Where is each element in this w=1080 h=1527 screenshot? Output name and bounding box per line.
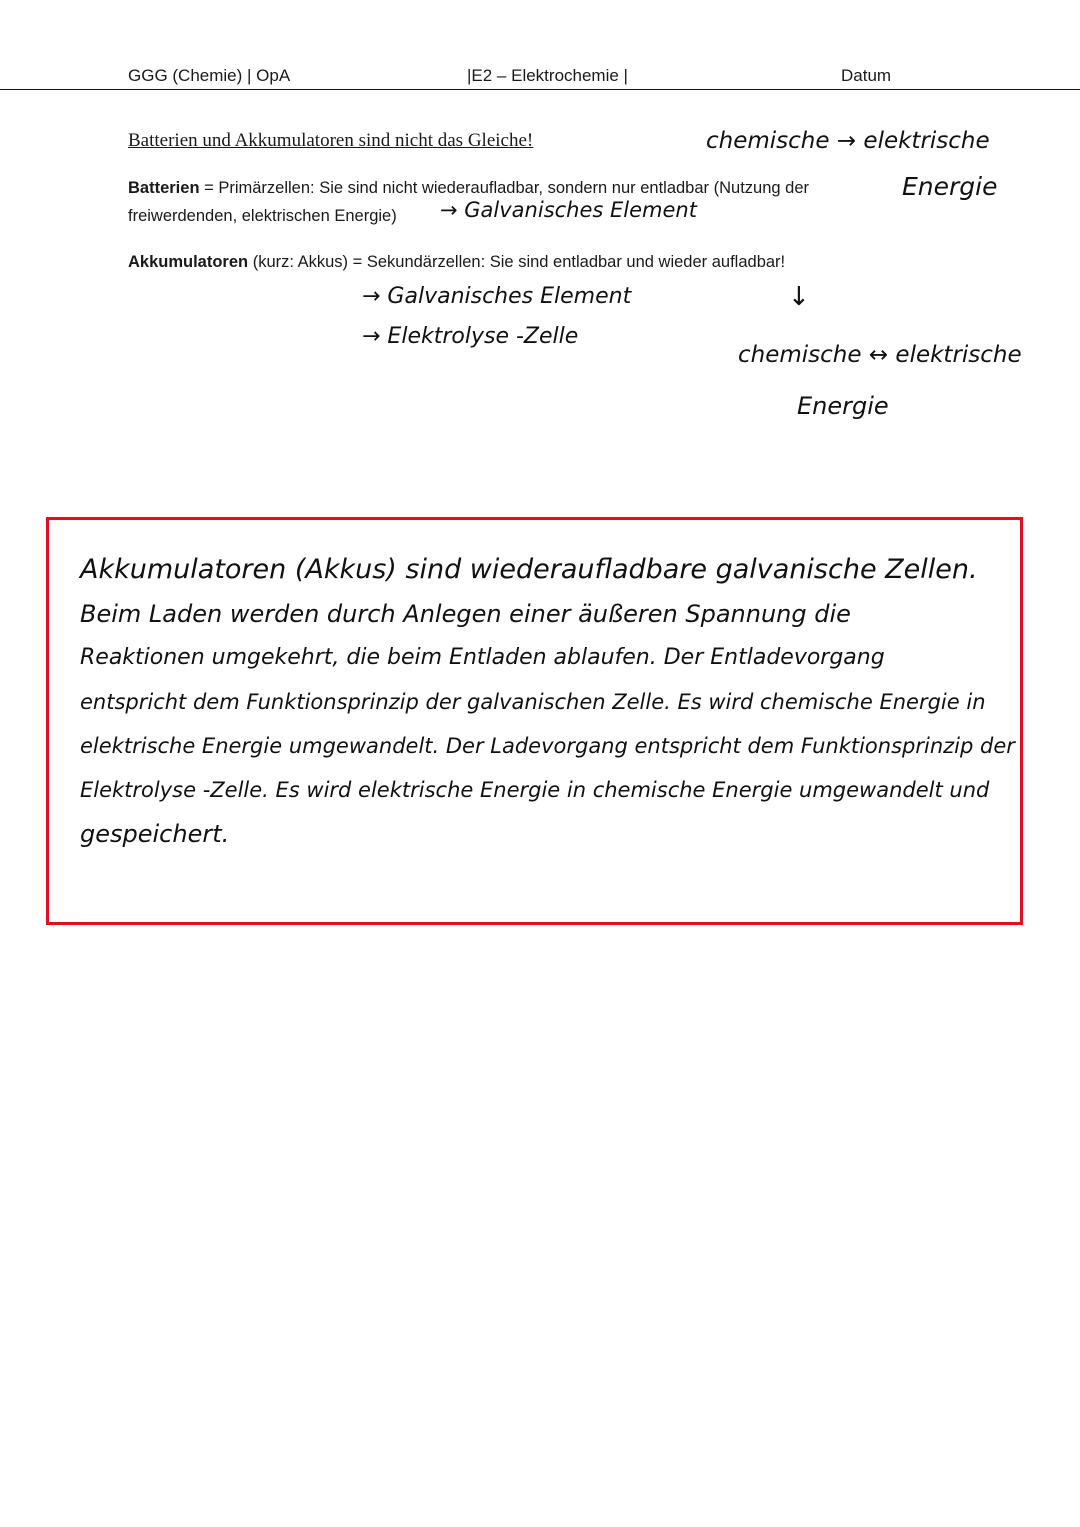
- handwritten-note-top: chemische → elektrische: [706, 128, 990, 154]
- handwritten-akku-arrow-2: → Elektrolyse -Zelle: [362, 324, 579, 349]
- header-date: Datum: [841, 66, 892, 85]
- handwritten-note-right-energie: Energie: [797, 392, 889, 420]
- summary-line-1: Akkumulatoren (Akkus) sind wiederaufladbare galvanische Zellen.: [80, 554, 978, 585]
- document-header: [0, 64, 1080, 90]
- summary-line-6: Elektrolyse -Zelle. Es wird elektrische Energie in chemische Energie umgewandelt und: [80, 778, 990, 802]
- header-rule: [0, 89, 1080, 90]
- batterien-text-2: freiwerdenden, elektrischen Energie): [128, 207, 397, 225]
- batterien-term: Batterien: [128, 179, 200, 197]
- handwritten-down-arrow: ↓: [788, 282, 810, 312]
- summary-line-3: Reaktionen umgekehrt, die beim Entladen ablaufen. Der Entladevorgang: [80, 645, 885, 670]
- page-title: Batterien und Akkumulatoren sind nicht das Gleiche!: [128, 130, 534, 151]
- summary-line-7: gespeichert.: [80, 820, 230, 848]
- summary-line-4: entspricht dem Funktionsprinzip der galvanischen Zelle. Es wird chemische Energie in: [80, 690, 986, 714]
- batterien-text-1: = Primärzellen: Sie sind nicht wiederaufladbar, sondern nur entladbar (Nutzung der: [199, 179, 809, 197]
- akkumulatoren-paragraph: [128, 248, 908, 276]
- handwritten-batterie-arrow: → Galvanisches Element: [440, 198, 697, 222]
- header-course: GGG (Chemie) | OpA: [128, 66, 291, 85]
- handwritten-note-top-energie: Energie: [902, 172, 998, 201]
- summary-line-5: elektrische Energie umgewandelt. Der Ladevorgang entspricht dem Funktionsprinzip der: [80, 734, 1015, 758]
- akkumulatoren-term: Akkumulatoren: [128, 253, 249, 271]
- header-topic: |E2 – Elektrochemie |: [467, 66, 628, 85]
- handwritten-akku-arrow-1: → Galvanisches Element: [362, 284, 632, 309]
- summary-line-2: Beim Laden werden durch Anlegen einer äußeren Spannung die: [80, 600, 851, 628]
- summary-text: [80, 548, 1015, 856]
- akkumulatoren-text: (kurz: Akkus) = Sekundärzellen: Sie sind entladbar und wieder aufladbar!: [248, 253, 786, 271]
- handwritten-note-right: chemische ↔ elektrische: [738, 342, 1022, 368]
